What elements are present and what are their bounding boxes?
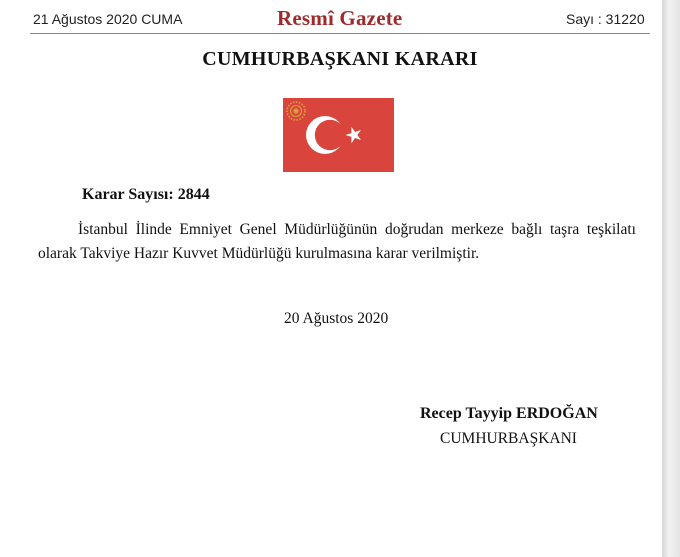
page-edge-shadow [662,0,680,557]
signer-name: Recep Tayyip ERDOĞAN [420,405,598,422]
header-date: 21 Ağustos 2020 CUMA [33,11,183,27]
decision-date: 20 Ağustos 2020 [284,310,389,327]
turkish-flag-icon [283,98,394,172]
header-divider [30,33,650,34]
decision-body [38,218,636,266]
masthead-title: Resmî Gazete [277,6,403,30]
document-heading: CUMHURBAŞKANI KARARI [202,48,478,70]
decision-number: Karar Sayısı: 2844 [82,186,210,203]
decision-body-line: olarak Takviye Hazır Kuvvet Müdürlüğü kurulmasına karar verilmiştir. [38,245,480,262]
signer-title: CUMHURBAŞKANI [440,430,577,447]
header-issue-number: Sayı : 31220 [566,11,645,27]
decision-body-line: İstanbul İlinde Emniyet Genel Müdürlüğünün doğrudan merkeze bağlı taşra teşkilatı [78,221,636,238]
